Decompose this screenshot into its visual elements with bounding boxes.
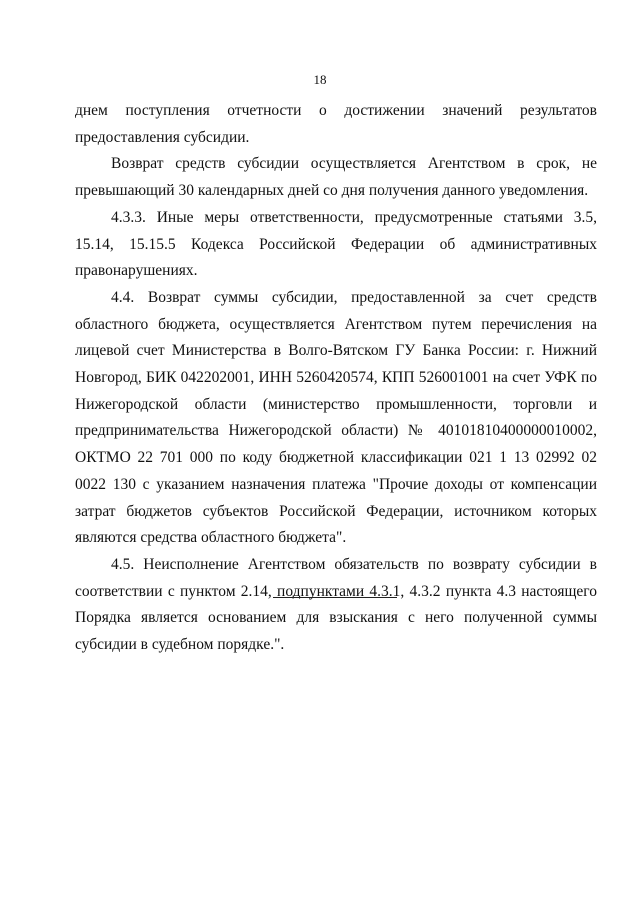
document-body [75, 98, 597, 659]
page-number: 18 [313, 72, 327, 87]
paragraph-4-5: 4.5. Неисполнение Агентством обязательств по возврату субсидии в соответствии с пунктом 2.14, подпунктами 4.3.1, 4.3.2 пункта 4.3 настоящего Порядка является основанием для взыскания с него полученной суммы субсидии в судебном порядке.". [75, 555, 597, 654]
closing-divider-line [273, 597, 397, 598]
paragraph-4-4: 4.4. Возврат суммы субсидии, предоставленной за счет средств областного бюджета, осуществляется Агентством путем перечисления на лицевой счет Министерства в Волго-Вятском ГУ Банка России: г. Нижний Новгород, БИК 042202001, ИНН 5260420574, КПП 526001001 на счет УФК по Нижегородской области (министерство промышленности, торговли и предпринимательства Нижегородской области) № 40101810400000010002, ОКТМО 22 701 000 по коду бюджетной классификации 021 1 13 02992 02 0022 130 с указанием назначения платежа "Прочие доходы от компенсации затрат бюджетов субъектов Российской Федерации, источником которых являются средства областного бюджета". [75, 288, 597, 547]
paragraph-continuation: днем поступления отчетности о достижении значений результатов предоставления субсидии. [75, 102, 597, 146]
paragraph-refund-deadline: Возврат средств субсидии осуществляется Агентством в срок, не превышающий 30 календарных дней со дня получения данного уведомления. [75, 155, 597, 200]
paragraph-4-3-3: 4.3.3. Иные меры ответственности, предусмотренные статьями 3.5, 15.14, 15.15.5 Кодекса Российской Федерации об административных правонарушениях. [75, 208, 597, 280]
